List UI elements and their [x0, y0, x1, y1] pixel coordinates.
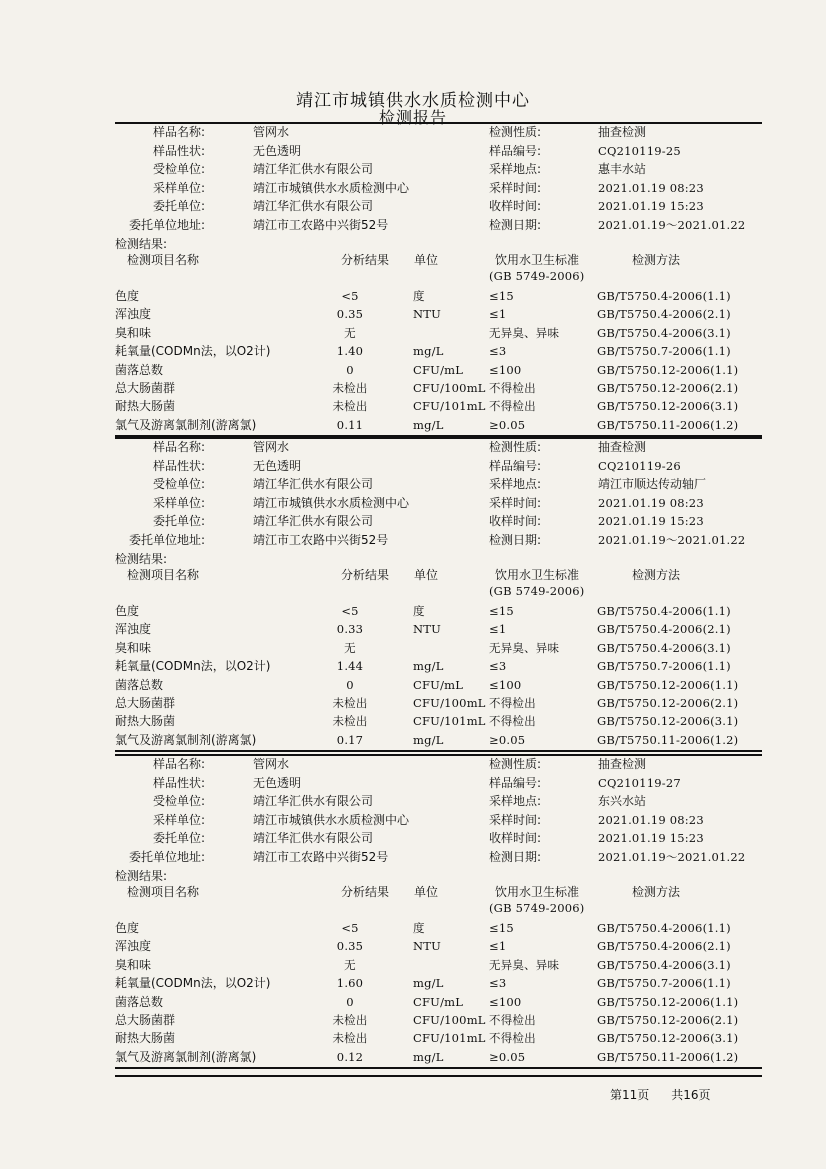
result-item-name: 总大肠菌群: [115, 381, 176, 395]
result-value: <5: [341, 921, 359, 935]
info-label: 采样地点:: [489, 794, 542, 808]
result-unit: NTU: [413, 307, 442, 322]
result-standard: ≤1: [489, 939, 507, 954]
result-value: 未检出: [332, 1013, 368, 1027]
info-label: 采样时间:: [489, 180, 542, 195]
info-value: 靖江华汇供水有限公司: [253, 199, 374, 213]
col-header-item: 检测项目名称: [127, 253, 200, 267]
result-value: 无: [344, 640, 356, 655]
info-label: 收样时间:: [489, 199, 542, 213]
page-total: 共16页: [671, 1088, 711, 1102]
info-value: 靖江市城镇供水水质检测中心: [253, 495, 410, 510]
result-value: 1.60: [336, 976, 364, 991]
result-standard: ≥0.05: [489, 732, 526, 747]
result-method: GB/T5750.4-2006(1.1): [597, 921, 731, 935]
result-method: GB/T5750.12-2006(3.1): [597, 1031, 739, 1046]
result-standard: 无异臭、异味: [489, 640, 560, 655]
result-standard: ≤15: [489, 604, 514, 618]
result-standard: 不得检出: [489, 696, 536, 710]
result-standard: 不得检出: [489, 399, 536, 414]
info-label: 样品性状:: [152, 143, 205, 158]
result-method: GB/T5750.4-2006(3.1): [597, 640, 731, 655]
result-item-name: 总大肠菌群: [115, 696, 176, 710]
info-label: 采样单位:: [152, 495, 205, 510]
col-header-result: 分析结果: [341, 885, 390, 899]
info-label: 委托单位:: [152, 514, 205, 528]
result-item-name: 菌落总数: [115, 994, 164, 1009]
info-value: 靖江市城镇供水水质检测中心: [253, 180, 410, 195]
result-standard: ≤3: [489, 344, 507, 359]
result-method: GB/T5750.7-2006(1.1): [597, 344, 731, 359]
info-value: 靖江华汇供水有限公司: [253, 794, 374, 808]
result-item-name: 色度: [115, 604, 140, 618]
info-value: 2021.01.19～2021.01.22: [598, 217, 746, 232]
info-value: 2021.01.19 08:23: [598, 812, 704, 827]
info-value: 管网水: [253, 757, 290, 771]
results-heading: 检测结果:: [115, 237, 168, 251]
result-item-name: 耗氧量(CODMn法，以O2计): [115, 659, 271, 674]
info-label: 收样时间:: [489, 831, 542, 845]
result-unit: CFU/mL: [413, 677, 464, 692]
info-label: 检测性质:: [489, 757, 542, 771]
result-method: GB/T5750.12-2006(1.1): [597, 994, 739, 1009]
col-header-standard: 饮用水卫生标准: [495, 253, 580, 267]
result-item-name: 菌落总数: [115, 677, 164, 692]
result-value: 0.35: [336, 939, 364, 954]
result-standard: ≤100: [489, 677, 522, 692]
info-value: 2021.01.19～2021.01.22: [598, 849, 746, 864]
result-value: 未检出: [332, 381, 368, 395]
result-unit: NTU: [413, 939, 442, 954]
info-value: CQ210119-26: [598, 458, 681, 473]
result-item-name: 耐热大肠菌: [115, 399, 176, 414]
result-unit: CFU/100mL: [413, 1013, 486, 1027]
result-unit: 度: [413, 921, 425, 935]
page-footer: [610, 1086, 711, 1103]
result-standard: ≥0.05: [489, 417, 526, 432]
result-standard: 不得检出: [489, 714, 536, 729]
result-method: GB/T5750.4-2006(2.1): [597, 622, 731, 637]
col-header-standard: 饮用水卫生标准: [495, 568, 580, 582]
info-label: 样品编号:: [489, 143, 542, 158]
result-unit: mg/L: [413, 417, 444, 432]
col-header-unit: 单位: [414, 885, 439, 899]
result-method: GB/T5750.12-2006(1.1): [597, 677, 739, 692]
result-method: GB/T5750.12-2006(3.1): [597, 714, 739, 729]
result-value: 未检出: [332, 714, 368, 729]
info-label: 样品名称:: [152, 125, 205, 139]
info-value: 抽查检测: [598, 440, 647, 454]
results-heading: 检测结果:: [115, 869, 168, 883]
info-label: 采样时间:: [489, 812, 542, 827]
result-unit: NTU: [413, 622, 442, 637]
col-header-standard-ref: (GB 5749-2006): [489, 901, 585, 915]
result-unit: CFU/100mL: [413, 696, 486, 710]
result-item-name: 氯气及游离氯制剂(游离氯): [115, 1049, 257, 1064]
result-method: GB/T5750.12-2006(3.1): [597, 399, 739, 414]
result-unit: CFU/101mL: [413, 714, 486, 729]
result-item-name: 浑浊度: [115, 622, 152, 637]
result-item-name: 臭和味: [115, 640, 152, 655]
result-method: GB/T5750.4-2006(3.1): [597, 957, 731, 972]
footer-rule: [115, 1075, 762, 1077]
result-method: GB/T5750.4-2006(3.1): [597, 325, 731, 340]
result-standard: ≤3: [489, 659, 507, 674]
section-divider: [115, 122, 762, 124]
result-item-name: 耗氧量(CODMn法，以O2计): [115, 344, 271, 359]
result-standard: 无异臭、异味: [489, 325, 560, 340]
result-method: GB/T5750.4-2006(1.1): [597, 289, 731, 303]
col-header-unit: 单位: [414, 253, 439, 267]
col-header-result: 分析结果: [341, 568, 390, 582]
col-header-item: 检测项目名称: [127, 568, 200, 582]
result-method: GB/T5750.12-2006(2.1): [597, 1013, 739, 1027]
result-standard: ≤100: [489, 994, 522, 1009]
result-unit: mg/L: [413, 1049, 444, 1064]
result-value: 0.35: [336, 307, 364, 322]
result-method: GB/T5750.4-2006(2.1): [597, 307, 731, 322]
info-label: 样品名称:: [152, 757, 205, 771]
result-value: 未检出: [332, 696, 368, 710]
info-label: 采样地点:: [489, 477, 542, 491]
info-value: 靖江市工农路中兴街52号: [253, 532, 389, 547]
result-item-name: 氯气及游离氯制剂(游离氯): [115, 417, 257, 432]
result-value: 未检出: [332, 1031, 368, 1046]
result-value: 无: [344, 957, 356, 972]
info-value: 2021.01.19 15:23: [598, 199, 704, 213]
result-value: 0.17: [336, 732, 364, 747]
info-label: 样品性状:: [152, 775, 205, 790]
info-value: 靖江华汇供水有限公司: [253, 162, 374, 176]
col-header-unit: 单位: [414, 568, 439, 582]
result-item-name: 臭和味: [115, 957, 152, 972]
info-label: 样品性状:: [152, 458, 205, 473]
col-header-item: 检测项目名称: [127, 885, 200, 899]
result-value: 1.40: [336, 344, 364, 359]
info-label: 委托单位地址:: [128, 532, 205, 547]
result-item-name: 浑浊度: [115, 939, 152, 954]
result-value: 未检出: [332, 399, 368, 414]
info-value: 惠丰水站: [598, 162, 647, 176]
info-value: 无色透明: [253, 458, 302, 473]
info-label: 检测日期:: [489, 849, 542, 864]
result-unit: mg/L: [413, 659, 444, 674]
result-standard: ≤1: [489, 307, 507, 322]
info-value: 靖江华汇供水有限公司: [253, 514, 374, 528]
result-item-name: 色度: [115, 289, 140, 303]
result-unit: 度: [413, 289, 425, 303]
col-header-result: 分析结果: [341, 253, 390, 267]
col-header-standard-ref: (GB 5749-2006): [489, 584, 585, 598]
info-value: 2021.01.19 15:23: [598, 514, 704, 528]
result-unit: mg/L: [413, 732, 444, 747]
result-unit: CFU/101mL: [413, 399, 486, 414]
result-standard: ≥0.05: [489, 1049, 526, 1064]
section-bottom-rule: [115, 1067, 762, 1069]
info-value: CQ210119-25: [598, 143, 681, 158]
info-label: 委托单位地址:: [128, 217, 205, 232]
info-label: 检测性质:: [489, 440, 542, 454]
info-label: 样品编号:: [489, 458, 542, 473]
info-label: 检测日期:: [489, 217, 542, 232]
info-value: 抽查检测: [598, 757, 647, 771]
result-standard: ≤15: [489, 289, 514, 303]
info-value: 无色透明: [253, 143, 302, 158]
info-label: 检测日期:: [489, 532, 542, 547]
info-value: 靖江市工农路中兴街52号: [253, 217, 389, 232]
result-value: 0: [346, 677, 354, 692]
info-label: 采样单位:: [152, 180, 205, 195]
result-unit: CFU/mL: [413, 994, 464, 1009]
result-standard: 不得检出: [489, 1031, 536, 1046]
info-label: 样品名称:: [152, 440, 205, 454]
col-header-method: 检测方法: [632, 253, 681, 267]
result-method: GB/T5750.12-2006(1.1): [597, 362, 739, 377]
info-value: 东兴水站: [598, 794, 647, 808]
info-value: 2021.01.19 15:23: [598, 831, 704, 845]
info-label: 委托单位:: [152, 199, 205, 213]
result-value: 0.33: [336, 622, 364, 637]
result-method: GB/T5750.4-2006(2.1): [597, 939, 731, 954]
result-value: 0.11: [336, 417, 364, 432]
col-header-method: 检测方法: [632, 568, 681, 582]
col-header-standard-ref: (GB 5749-2006): [489, 269, 585, 283]
info-label: 检测性质:: [489, 125, 542, 139]
info-value: 靖江市顺达传动轴厂: [598, 477, 707, 491]
section-divider: [115, 754, 762, 756]
result-value: 1.44: [336, 659, 364, 674]
info-label: 采样单位:: [152, 812, 205, 827]
col-header-method: 检测方法: [632, 885, 681, 899]
result-standard: ≤15: [489, 921, 514, 935]
info-label: 收样时间:: [489, 514, 542, 528]
result-unit: mg/L: [413, 344, 444, 359]
info-value: 2021.01.19～2021.01.22: [598, 532, 746, 547]
info-label: 受检单位:: [152, 477, 205, 491]
result-standard: 不得检出: [489, 381, 536, 395]
result-standard: ≤3: [489, 976, 507, 991]
result-method: GB/T5750.12-2006(2.1): [597, 381, 739, 395]
result-value: 0: [346, 362, 354, 377]
results-heading: 检测结果:: [115, 552, 168, 566]
result-item-name: 菌落总数: [115, 362, 164, 377]
result-value: 无: [344, 325, 356, 340]
result-method: GB/T5750.11-2006(1.2): [597, 1049, 739, 1064]
result-value: <5: [341, 604, 359, 618]
result-value: 0.12: [336, 1049, 364, 1064]
org-title: 靖江市城镇供水水质检测中心: [296, 91, 530, 111]
result-method: GB/T5750.4-2006(1.1): [597, 604, 731, 618]
info-label: 委托单位地址:: [128, 849, 205, 864]
result-standard: ≤100: [489, 362, 522, 377]
result-item-name: 耐热大肠菌: [115, 1031, 176, 1046]
result-method: GB/T5750.7-2006(1.1): [597, 659, 731, 674]
result-method: GB/T5750.12-2006(2.1): [597, 696, 739, 710]
result-standard: 无异臭、异味: [489, 957, 560, 972]
result-unit: CFU/mL: [413, 362, 464, 377]
page-number: 第11页: [610, 1088, 650, 1102]
result-value: <5: [341, 289, 359, 303]
info-label: 受检单位:: [152, 162, 205, 176]
result-unit: 度: [413, 604, 425, 618]
report-title: 检测报告: [378, 108, 447, 127]
info-value: 2021.01.19 08:23: [598, 495, 704, 510]
result-method: GB/T5750.11-2006(1.2): [597, 732, 739, 747]
info-label: 委托单位:: [152, 831, 205, 845]
info-value: 无色透明: [253, 775, 302, 790]
result-value: 0: [346, 994, 354, 1009]
info-value: 管网水: [253, 125, 290, 139]
result-item-name: 总大肠菌群: [115, 1013, 176, 1027]
result-unit: CFU/101mL: [413, 1031, 486, 1046]
info-value: 2021.01.19 08:23: [598, 180, 704, 195]
info-label: 样品编号:: [489, 775, 542, 790]
info-value: 靖江市城镇供水水质检测中心: [253, 812, 410, 827]
info-value: 靖江市工农路中兴街52号: [253, 849, 389, 864]
result-unit: mg/L: [413, 976, 444, 991]
result-item-name: 色度: [115, 921, 140, 935]
info-value: 靖江华汇供水有限公司: [253, 831, 374, 845]
result-item-name: 浑浊度: [115, 307, 152, 322]
info-value: 抽查检测: [598, 125, 647, 139]
result-method: GB/T5750.11-2006(1.2): [597, 417, 739, 432]
info-value: 靖江华汇供水有限公司: [253, 477, 374, 491]
info-label: 采样时间:: [489, 495, 542, 510]
result-item-name: 耗氧量(CODMn法，以O2计): [115, 976, 271, 991]
result-method: GB/T5750.7-2006(1.1): [597, 976, 731, 991]
result-item-name: 氯气及游离氯制剂(游离氯): [115, 732, 257, 747]
info-label: 采样地点:: [489, 162, 542, 176]
info-value: 管网水: [253, 440, 290, 454]
section-bottom-rule: [115, 750, 762, 752]
section-divider: [115, 437, 762, 439]
info-value: CQ210119-27: [598, 775, 681, 790]
result-unit: CFU/100mL: [413, 381, 486, 395]
col-header-standard: 饮用水卫生标准: [495, 885, 580, 899]
info-label: 受检单位:: [152, 794, 205, 808]
result-standard: ≤1: [489, 622, 507, 637]
result-item-name: 耐热大肠菌: [115, 714, 176, 729]
result-item-name: 臭和味: [115, 325, 152, 340]
result-standard: 不得检出: [489, 1013, 536, 1027]
